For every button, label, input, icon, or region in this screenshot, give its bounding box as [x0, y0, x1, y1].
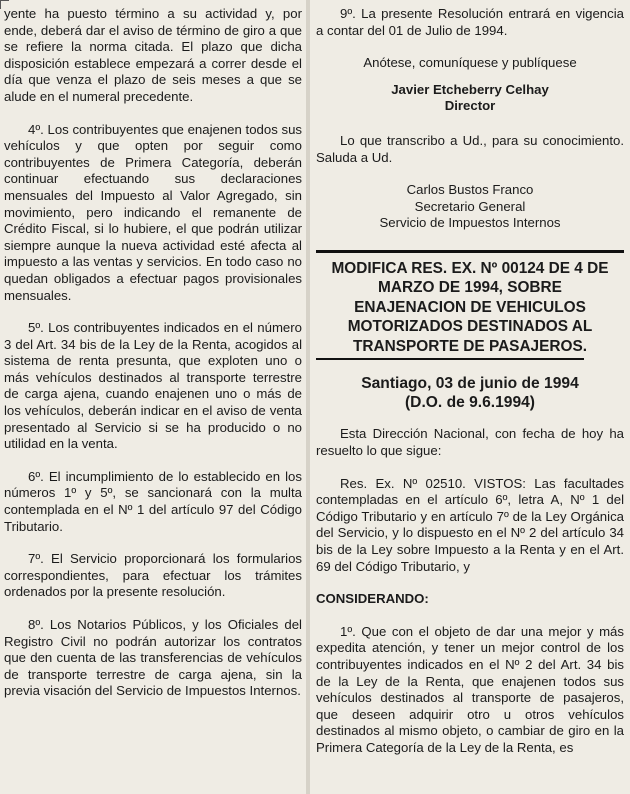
place-date: Santiago, 03 de junio de 1994: [361, 375, 579, 393]
signature-title: Director: [444, 98, 496, 114]
paragraph-6: 6º. El incumplimiento de lo establecido en los números 1º y 5º, se sancionará con la multa contemplada en el Nº 1 del artículo 97 del Código Tributario.: [4, 468, 302, 534]
diario-oficial-date: (D.O. de 9.6.1994): [404, 394, 535, 412]
paragraph-continuation: yente ha puesto término a su actividad y, por ende, deberá dar el aviso de término de giro a que se refiere la norma citada. El plazo que dicha disposición establece empezará a correr desde el día que venza el plazo de seis meses a que se alude en el numeral precedente.: [4, 6, 302, 104]
paragraph-4: 4º. Los contribuyentes que enajenen todos sus vehículos y que opten por seguir como contribuyentes de Primera Categoría, deberán continuar efectuando sus declaraciones mensuales del Impuesto al Valor Agregado, sin movimiento, pero indicando el remanente de Crédito Fiscal, si lo hubiere, el que podrán utilizar siempre aunque la nueva actividad esté afecta al impuesto a las ventas y servicios. En todo caso no quedan obligados a efectuar pagos provisionales mensuales.: [4, 121, 302, 303]
considerando-1: 1º. Que con el objeto de dar una mejor y más expedita atención, y tener un mejor control de los contribuyentes indicados en el Nº 2 del Art. 34 bis de la Ley de la Renta, que enajenen todos sus vehículos destinados al transporte de pasajeros, que deseen adquirir otro u otros vehículos destinados al mismo objeto, o cambiar de giro en la Primera Categoría de la Ley de la Renta, es: [316, 623, 624, 755]
right-column: [316, 6, 624, 794]
transcribo-paragraph: Lo que transcribo a Ud., para su conocimiento. Saluda a Ud.: [316, 132, 624, 165]
paragraph-7: 7º. El Servicio proporcionará los formularios correspondientes, para efectuar los trámites ordenados por la presente resolución.: [4, 551, 302, 600]
signature-name: Carlos Bustos Franco: [406, 182, 534, 198]
signature-secretary: [316, 182, 624, 232]
paragraph-8: 8º. Los Notarios Públicos, y los Oficiales del Registro Civil no podrán autorizar los contratos que den cuenta de las transferencias de vehículos de transporte terrestre de carga ajena, sin la previa visación del Servicio de Impuestos Internos.: [4, 617, 302, 699]
paragraph-9: 9º. La presente Resolución entrará en vigencia a contar del 01 de Julio de 1994.: [316, 6, 624, 38]
anotese-line: Anótese, comuníquese y publíquese: [363, 55, 577, 71]
signature-name: Javier Etcheberry Celhay: [391, 81, 549, 97]
signature-organization: Servicio de Impuestos Internos: [379, 215, 561, 231]
dateline: [316, 374, 624, 412]
left-column: [4, 6, 302, 794]
signature-title: Secretario General: [414, 198, 526, 214]
intro-paragraph: Esta Dirección Nacional, con fecha de hoy ha resuelto lo que sigue:: [316, 426, 624, 459]
paragraph-5: 5º. Los contribuyentes indicados en el número 3 del Art. 34 bis de la Ley de la Renta, acogidos al sistema de renta presunta, que exploten uno o más vehículos destinados al transporte terrestre de carga ajena, cuando enajenen uno o más de los vehículos, deberán indicar en el aviso de venta presentado al Servicio si se ha producido o no utilidad en la venta.: [4, 320, 302, 452]
title-top-rule: [316, 250, 624, 253]
considerando-heading: CONSIDERANDO:: [316, 591, 429, 607]
signature-director: [316, 82, 624, 115]
resolution-vistos: Res. Ex. Nº 02510. VISTOS: Las facultades contempladas en el artículo 6º, letra A, Nº 1 del Código Tributario y en artículo 7º de la Ley Orgánica del Servicio, y lo dispuesto en el Nº 2 del artículo 34 bis de la Ley sobre Impuesto a la Renta y en el Art. 69 del Código Tributario, y: [316, 475, 624, 574]
section-title: MODIFICA RES. EX. Nº 00124 DE 4 DE MARZO DE 1994, SOBRE ENAJENACION DE VEHICULOS MOTORIZADOS DESTINADOS AL TRANSPORTE DE PASAJEROS.: [331, 259, 609, 355]
column-gutter: [306, 0, 310, 794]
title-bottom-rule: [316, 358, 584, 360]
